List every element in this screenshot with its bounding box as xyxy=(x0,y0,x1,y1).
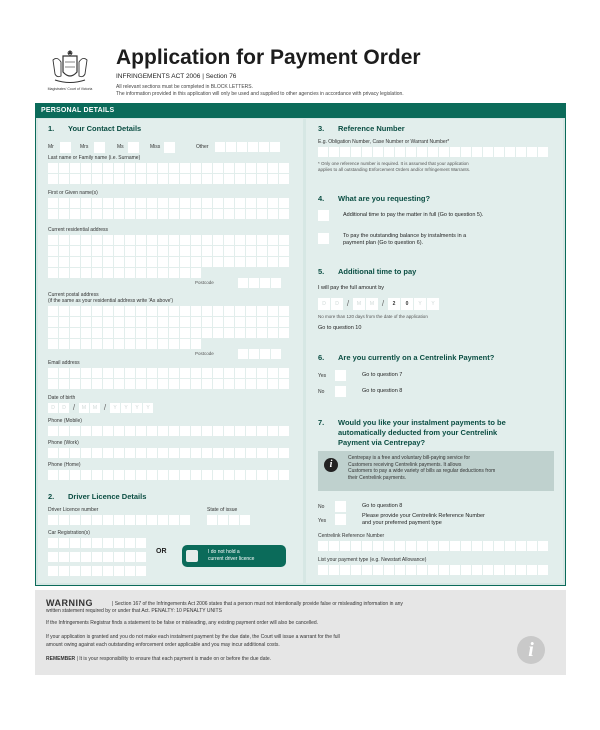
postal-row-1[interactable] xyxy=(48,306,289,316)
reference-footnote-1: * Only one reference number is required. It is assumed that your application xyxy=(318,161,469,166)
privacy-note: The information provided in this application will only be used and supplied to other agencies in accordance with privacy legislation. xyxy=(116,91,404,97)
phone-work-label: Phone (Work) xyxy=(48,440,79,446)
phone-home-label: Phone (Home) xyxy=(48,462,81,468)
title-mrs-checkbox[interactable] xyxy=(94,142,105,153)
postcode-2-field[interactable] xyxy=(238,349,281,359)
postal-address-label: Current postal address xyxy=(48,292,99,298)
warning-line-3: If the Infringements Registrar finds a statement to be false or misleading, any existing payment order will also be cancelled. xyxy=(46,620,319,626)
section-6-title: 6. Are you currently on a Centrelink Payment? xyxy=(318,353,495,362)
warning-line-2: written statement required by or under that Act. PENALTY: 10 PENALTY UNITS xyxy=(46,608,222,614)
payment-type-label: List your payment type (e.g. Newstart Allowance) xyxy=(318,557,427,563)
centrelink-yes-goto: Go to question 7 xyxy=(362,372,403,378)
title-mr-checkbox[interactable] xyxy=(60,142,71,153)
centrepay-yes-checkbox[interactable] xyxy=(335,514,346,525)
centrelink-ref-field[interactable] xyxy=(318,541,548,551)
warning-line-5: amount owing against each outstanding enforcement order applicable and you may incur additional costs. xyxy=(46,642,280,648)
postcode-field[interactable] xyxy=(238,278,281,288)
reference-footnote-2: applies to all outstanding Enforcement Orders and/or Infringement Warrants. xyxy=(318,167,471,172)
section-4-title: 4. What are you requesting? xyxy=(318,194,431,203)
postal-row-4[interactable] xyxy=(48,339,201,349)
personal-details-header: PERSONAL DETAILS xyxy=(35,103,566,118)
licence-number-label: Driver Licence number xyxy=(48,507,99,513)
goto-question-10: Go to question 10 xyxy=(318,325,362,331)
remember-label: REMEMBER xyxy=(46,656,76,662)
section-7-title-2: automatically deducted from your Centrelink xyxy=(338,428,498,437)
email-row-2[interactable] xyxy=(48,379,289,389)
phone-mobile-field[interactable] xyxy=(48,426,289,436)
section-7-title-1: 7. Would you like your instalment payments to be xyxy=(318,418,506,427)
postal-address-hint: (if the same as your residential address write 'As above') xyxy=(48,298,174,304)
title-mrs-label: Mrs xyxy=(80,144,89,150)
warning-info-icon: i xyxy=(517,636,545,664)
request-time-label: Additional time to pay the matter in full (Go to question 5). xyxy=(343,212,484,218)
info-icon: i xyxy=(324,458,338,472)
licence-number-field[interactable] xyxy=(48,515,190,525)
phone-mobile-label: Phone (Mobile) xyxy=(48,418,82,424)
remember-line xyxy=(46,656,271,662)
last-name-row-2[interactable] xyxy=(48,174,289,184)
request-instalments-label-2: payment plan (Go to question 6). xyxy=(343,240,424,246)
state-of-issue-field[interactable] xyxy=(207,515,250,525)
page-title: Application for Payment Order xyxy=(116,46,421,69)
request-instalments-label-1: To pay the outstanding balance by instalments in a xyxy=(343,233,467,239)
no-licence-checkbox[interactable] xyxy=(186,550,198,562)
residential-row-3[interactable] xyxy=(48,257,289,267)
residential-row-2[interactable] xyxy=(48,246,289,256)
pay-by-hint: No more than 120 days from the date of the application xyxy=(318,314,428,319)
first-name-label: First or Given name(s) xyxy=(48,190,98,196)
title-miss-label: Miss xyxy=(150,144,161,150)
section-5-title: 5. Additional time to pay xyxy=(318,267,417,276)
title-other-field[interactable] xyxy=(215,142,280,152)
centrelink-yes-label: Yes xyxy=(318,373,327,379)
title-ms-label: Ms xyxy=(117,144,124,150)
centrepay-no-label: No xyxy=(318,504,325,510)
postcode-2-label: Postcode xyxy=(195,351,214,356)
coat-of-arms-icon xyxy=(49,48,91,86)
request-instalments-checkbox[interactable] xyxy=(318,233,329,244)
postal-row-3[interactable] xyxy=(48,328,289,338)
pay-by-label: I will pay the full amount by xyxy=(318,285,385,291)
block-letters-note: All relevant sections must be completed in BLOCK LETTERS. xyxy=(116,84,254,90)
first-name-row-2[interactable] xyxy=(48,209,289,219)
car-registration-label: Car Registration(s) xyxy=(48,530,90,536)
court-logo xyxy=(35,48,105,96)
email-label: Email address xyxy=(48,360,80,366)
section-7-title-3: Payment via Centrepay? xyxy=(338,438,426,447)
logo-caption: Magistrates' Court of Victoria xyxy=(47,87,93,91)
centrelink-ref-label: Centrelink Reference Number xyxy=(318,533,385,539)
residential-row-1[interactable] xyxy=(48,235,289,245)
centrelink-no-goto: Go to question 8 xyxy=(362,388,403,394)
dob-field[interactable]: D D / M M / Y Y Y Y xyxy=(48,403,153,413)
centrelink-no-label: No xyxy=(318,389,325,395)
page-subtitle: INFRINGEMENTS ACT 2006 | Section 76 xyxy=(116,73,237,80)
title-mr-label: Mr xyxy=(48,144,54,150)
warning-title: WARNING xyxy=(46,598,93,608)
title-ms-checkbox[interactable] xyxy=(128,142,139,153)
centrelink-no-checkbox[interactable] xyxy=(335,386,346,397)
section-3-title: 3. Reference Number xyxy=(318,124,405,133)
remember-text: | It is your responsibility to ensure that each payment is made on or before the due date. xyxy=(76,656,272,662)
car-registration-row-2[interactable] xyxy=(48,552,146,562)
centrepay-no-checkbox[interactable] xyxy=(335,501,346,512)
centrepay-no-goto: Go to question 8 xyxy=(362,503,403,509)
payment-type-field[interactable] xyxy=(318,565,548,575)
centrelink-yes-checkbox[interactable] xyxy=(335,370,346,381)
residential-address-label: Current residential address xyxy=(48,227,109,233)
reference-number-field[interactable] xyxy=(318,147,548,157)
car-registration-row-1[interactable] xyxy=(48,538,146,548)
centrepay-info-text: Centrepay is a free and voluntary bill-paying service for Customers receiving Centrelink payments. It allows Customers to pay a wide variety of bills as regular deductions from their Centrelink payments. xyxy=(348,455,496,481)
postcode-label: Postcode xyxy=(195,280,214,285)
state-of-issue-label: State of issue xyxy=(207,507,238,513)
last-name-row-1[interactable] xyxy=(48,163,289,173)
last-name-label: Last name or Family name (i.e. Surname) xyxy=(48,155,141,161)
warning-line-1: | Section 167 of the Infringements Act 2006 states that a person must not intentionally provide false or misleading information in any xyxy=(112,601,403,607)
centrepay-yes-line-1: Please provide your Centrelink Reference Number xyxy=(362,513,485,519)
dob-label: Date of birth xyxy=(48,395,76,401)
no-licence-option[interactable] xyxy=(182,545,286,567)
car-registration-row-3[interactable] xyxy=(48,566,146,576)
email-row-1[interactable] xyxy=(48,368,289,378)
section-1-title: 1. Your Contact Details xyxy=(48,124,142,133)
first-name-row-1[interactable] xyxy=(48,198,289,208)
centrepay-yes-line-2: and your preferred payment type xyxy=(362,520,442,526)
centrepay-yes-label: Yes xyxy=(318,518,327,524)
warning-line-4: If your application is granted and you do not make each instalment payment by the due date, the Court will issue a warrant for the full xyxy=(46,634,340,640)
no-licence-label: I do not hold a current driver licence xyxy=(208,549,255,562)
section-2-title: 2. Driver Licence Details xyxy=(48,492,147,501)
or-label: OR xyxy=(156,548,167,555)
phone-work-field[interactable] xyxy=(48,448,289,458)
postal-row-2[interactable] xyxy=(48,317,289,327)
residential-row-4[interactable] xyxy=(48,268,201,278)
centrepay-info-box xyxy=(318,451,554,491)
pay-by-date-field[interactable]: D D / M M / 2 0 Y Y xyxy=(318,298,439,310)
title-other-label: Other xyxy=(196,144,209,150)
phone-home-field[interactable] xyxy=(48,470,289,480)
reference-number-label: E.g. Obligation Number, Case Number or Warrant Number* xyxy=(318,139,450,145)
request-time-checkbox[interactable] xyxy=(318,210,329,221)
title-miss-checkbox[interactable] xyxy=(164,142,175,153)
